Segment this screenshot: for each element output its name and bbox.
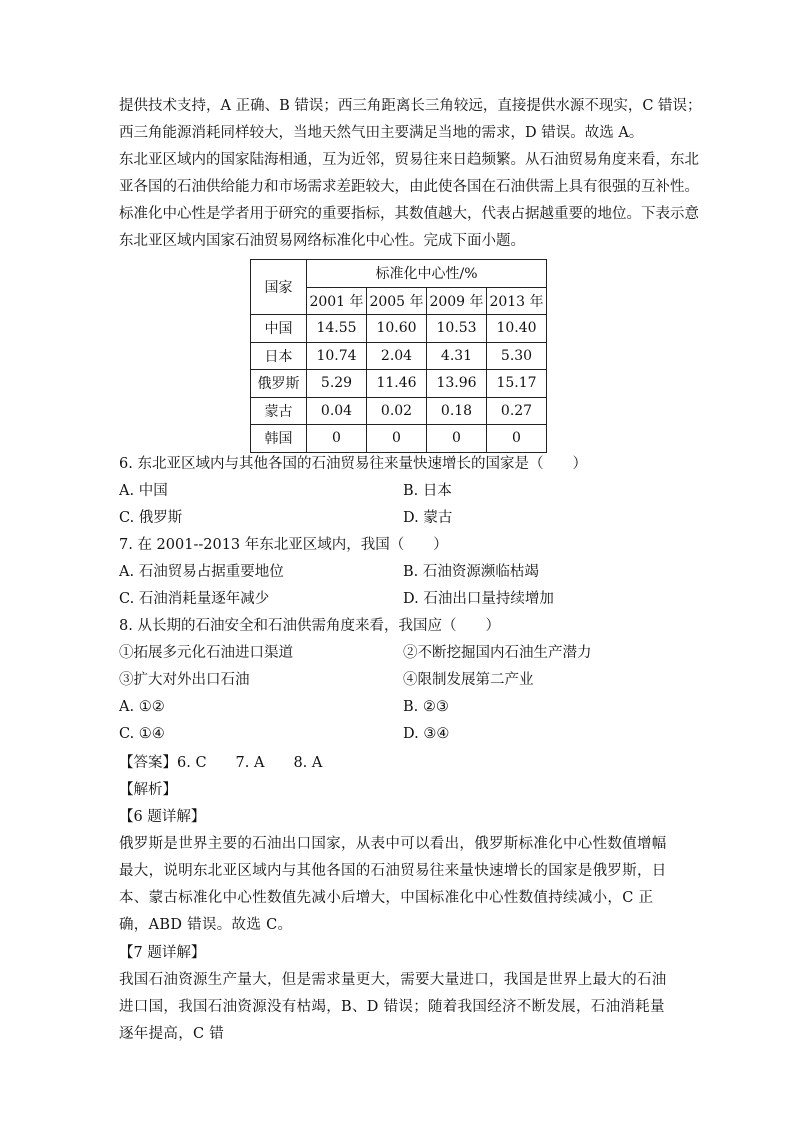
q8-statement-4: ④限制发展第二产业 [403,672,534,688]
table-cell: 0.02 [367,397,427,425]
q8-statement-3: ③扩大对外出口石油 [119,672,250,688]
detail-7-label: 【7 题详解】 [119,945,206,961]
table-year: 2001 年 [307,287,367,315]
q8-statement-1: ①拓展多元化石油进口渠道 [119,645,293,661]
q6-option-c: C. 俄罗斯 [119,510,183,526]
q7-option-d: D. 石油出口量持续增加 [403,591,554,607]
table-cell: 5.30 [487,342,547,370]
question-6-stem: 6. 东北亚区域内与其他各国的石油贸易往来量快速增长的国家是（ ） [119,456,587,472]
table-cell: 10.40 [487,315,547,343]
passage-line-1: 东北亚区域内的国家陆海相通，互为近邻，贸易往来日趋频繁。从石油贸易角度来看，东北 [119,152,699,168]
table-cell: 13.96 [427,370,487,398]
table-cell: 0 [307,425,367,453]
table-row [251,425,547,453]
table-year: 2005 年 [367,287,427,315]
q6-option-a: A. 中国 [119,483,168,499]
table-cell: 0.04 [307,397,367,425]
passage-line-2: 亚各国的石油供给能力和市场需求差距较大，由此使各国在石油供需上具有很强的互补性。 [119,179,699,195]
question-7-stem: 7. 在 2001--2013 年东北亚区域内，我国（ ） [119,537,448,553]
table-cell: 0 [367,425,427,453]
table-year: 2013 年 [487,287,547,315]
table-country: 俄罗斯 [251,370,307,398]
q6-option-b: B. 日本 [403,483,452,499]
table-row [251,315,547,343]
passage-line-3: 标准化中心性是学者用于研究的重要指标，其数值越大，代表占据越重要的地位。下表示意 [119,206,699,222]
intro-line-1: 提供技术支持，A 正确、B 错误；西三角距离长三角较远，直接提供水源不现实，C 错误； [119,98,702,114]
q8-statement-2: ②不断挖掘国内石油生产潜力 [403,645,592,661]
table-country: 中国 [251,315,307,343]
q6-option-d: D. 蒙古 [403,510,453,526]
table-cell: 10.60 [367,315,427,343]
table-cell: 0 [427,425,487,453]
table-country: 蒙古 [251,397,307,425]
table-country: 韩国 [251,425,307,453]
table-row [251,370,547,398]
table-cell: 11.46 [367,370,427,398]
q8-option-c: C. ①④ [119,726,165,742]
q8-option-b: B. ②③ [403,699,449,715]
table-cell: 0 [487,425,547,453]
table-cell: 4.31 [427,342,487,370]
intro-line-2: 西三角能源消耗同样较大，当地天然气田主要满足当地的需求，D 错误。故选 A。 [119,125,644,141]
passage-line-4: 东北亚区域内国家石油贸易网络标准化中心性。完成下面小题。 [119,233,525,249]
detail-7-text: 我国石油资源生产量大，但是需求量更大，需要大量进口，我国是世界上最大的石油进口国，我国石油资源没有枯竭，B、D 错误；随着我国经济不断发展，石油消耗量逐年提高，C 错 [119,972,667,1042]
table-cell: 5.29 [307,370,367,398]
table-cell: 0.27 [487,397,547,425]
analysis-label: 【解析】 [119,782,177,798]
table-cell: 2.04 [367,342,427,370]
table-cell: 14.55 [307,315,367,343]
q8-option-d: D. ③④ [403,726,450,742]
table-cell: 10.74 [307,342,367,370]
answer-key: 【答案】6. C 7. A 8. A [119,755,323,771]
table-cell: 10.53 [427,315,487,343]
table-header-country: 国家 [251,260,307,315]
table-cell: 15.17 [487,370,547,398]
table-row [251,397,547,425]
centrality-table [250,259,547,453]
q7-option-a: A. 石油贸易占据重要地位 [119,564,284,580]
question-8-stem: 8. 从长期的石油安全和石油供需角度来看，我国应（ ） [119,618,500,634]
table-row [251,342,547,370]
detail-6-text: 俄罗斯是世界主要的石油出口国家，从表中可以看出，俄罗斯标准化中心性数值增幅最大，说明东北亚区域内与其他各国的石油贸易往来量快速增长的国家是俄罗斯，日本、蒙古标准化中心性数值先减小后增大，中国标准化中心性数值持续减小，C 正确，ABD 错误。故选 C。 [119,836,667,933]
q8-option-a: A. ①② [119,699,165,715]
table-header-group: 标准化中心性/% [307,260,547,288]
table-cell: 0.18 [427,397,487,425]
q7-option-c: C. 石油消耗量逐年减少 [119,591,270,607]
table-year: 2009 年 [427,287,487,315]
detail-6-label: 【6 题详解】 [119,809,206,825]
q7-option-b: B. 石油资源濒临枯竭 [403,564,539,580]
table-country: 日本 [251,342,307,370]
